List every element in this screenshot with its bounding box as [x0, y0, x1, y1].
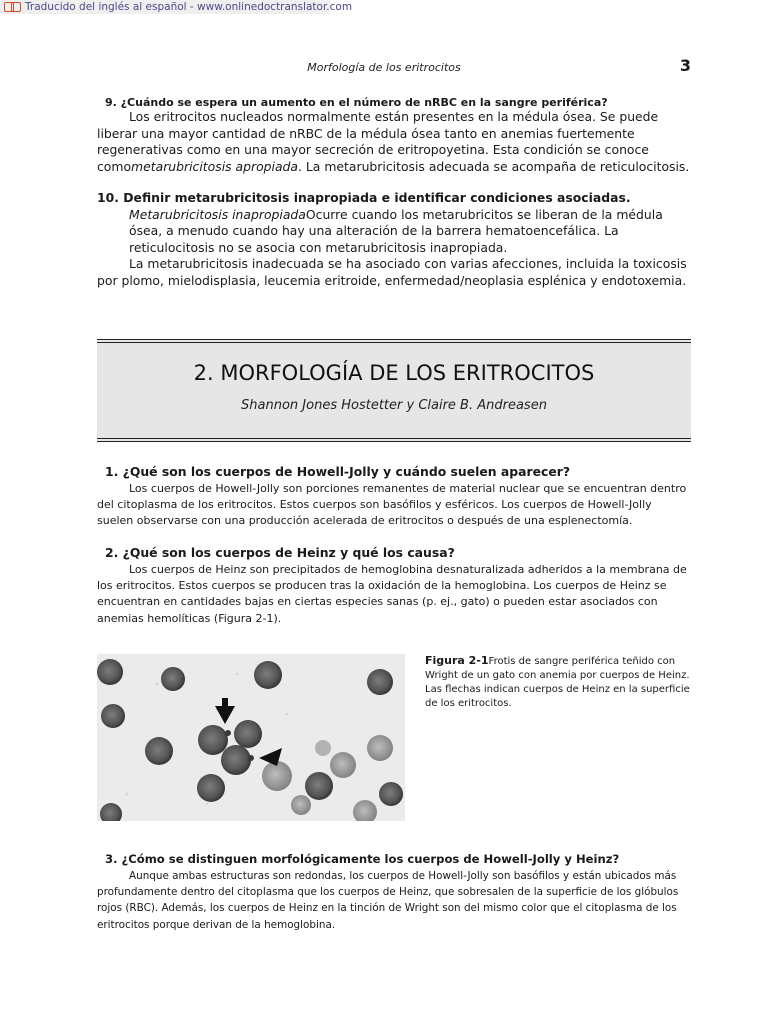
page-number: 3 [679, 56, 691, 75]
figure-label: Figura 2-1 [425, 654, 489, 667]
chapter-question-2 [97, 545, 691, 627]
chapter-title: 2. MORFOLOGÍA DE LOS ERITROCITOS [193, 361, 595, 385]
chapter-question-1-heading: 1. ¿Qué son los cuerpos de Howell-Jolly y cuándo suelen aparecer? [105, 464, 571, 479]
chapter-question-2-answer: Los cuerpos de Heinz son precipitados de hemoglobina desnaturalizada adheridos a la membrana de los eritrocitos. Estos cuerpos se producen tras la oxidación de la hemoglobina. Los cuerpos de Heinz se encuentran en cantidades bajas en ciertas especies sanas (p. ej., gato) o pueden estar asociados con anemias hemolíticas (Figura 2-1). [97, 563, 687, 625]
answer-text: . La metarubricitosis adecuada se acompaña de reticulocitosis. [298, 158, 690, 174]
italic-term: metarubricitosis apropiada [131, 158, 299, 174]
translator-logo-icon [4, 1, 22, 12]
answer-text: Los eritrocitos nucleados normalmente están presentes en la médula ósea. Se puede liberar una mayor cantidad de nRBC de la médula ósea tanto en anemias fuertemente regenerativas como en una mayor secreción de eritropoyetina. Esta condición se conoce como [97, 109, 659, 174]
chapter-heading-box [97, 339, 691, 442]
chapter-question-2-heading: 2. ¿Qué son los cuerpos de Heinz y qué los causa? [105, 545, 455, 560]
question-10 [97, 190, 691, 289]
question-9-heading: 9. ¿Cuándo se espera un aumento en el número de nRBC en la sangre periférica? [105, 96, 608, 109]
question-9-answer [97, 109, 691, 175]
question-10-body [97, 190, 691, 256]
chapter-question-1 [97, 464, 691, 530]
figure-caption-text: Frotis de sangre periférica teñido con Wright de un gato con anemia por cuerpos de Heinz. Las flechas indican cuerpos de Heinz en la superficie de los eritrocitos. [425, 656, 690, 709]
italic-term: Metarubricitosis inapropiada [129, 206, 306, 222]
question-10-heading: 10. Definir metarubricitosis inapropiada e identificar condiciones asociadas. [97, 190, 631, 205]
question-10-paragraph-2: La metarubricitosis inadecuada se ha asociado con varias afecciones, incluida la toxicosis por plomo, mielodisplasia, leucemia eritroide, enfermedad/neoplasia esplénica y endotoxemia. [97, 256, 687, 288]
figure-caption [425, 654, 695, 711]
question-9 [97, 96, 691, 175]
chapter-authors: Shannon Jones Hostetter y Claire B. Andreasen [241, 398, 547, 413]
running-head: Morfología de los eritrocitos [307, 61, 461, 74]
banner-text: Traducido del inglés al español - www.onlinedoctranslator.com [25, 1, 353, 13]
chapter-question-3 [97, 852, 691, 933]
chapter-question-1-answer: Los cuerpos de Howell-Jolly son porciones remanentes de material nuclear que se encuentran dentro del citoplasma de los eritrocitos. Estos cuerpos son basófilos y esféricos. Los cuerpos de Howell-Jolly suelen observarse con una producción acelerada de eritrocitos o después de una esplenectomía. [97, 482, 687, 528]
answer-text: Ocurre cuando los metarubricitos se liberan de la médula ósea, a menudo cuando hay una alteración de la barrera hematoencefálica. La reticulocitosis no se asocia con metarubricitosis inapropiada. [129, 206, 663, 255]
blood-smear-image [97, 654, 405, 821]
translator-banner[interactable] [0, 0, 353, 14]
chapter-question-3-heading: 3. ¿Cómo se distinguen morfológicamente los cuerpos de Howell-Jolly y Heinz? [105, 852, 620, 866]
chapter-question-3-answer: Aunque ambas estructuras son redondas, los cuerpos de Howell-Jolly son basófilos y están ubicados más profundamente dentro del citoplasma que los cuerpos de Heinz, que sobresalen de la superficie de los glóbulos rojos (RBC). Además, los cuerpos de Heinz en la tinción de Wright son del mismo color que el citoplasma de los eritrocitos porque derivan de la hemoglobina. [97, 870, 679, 931]
blood-smear-micrograph [97, 654, 405, 821]
